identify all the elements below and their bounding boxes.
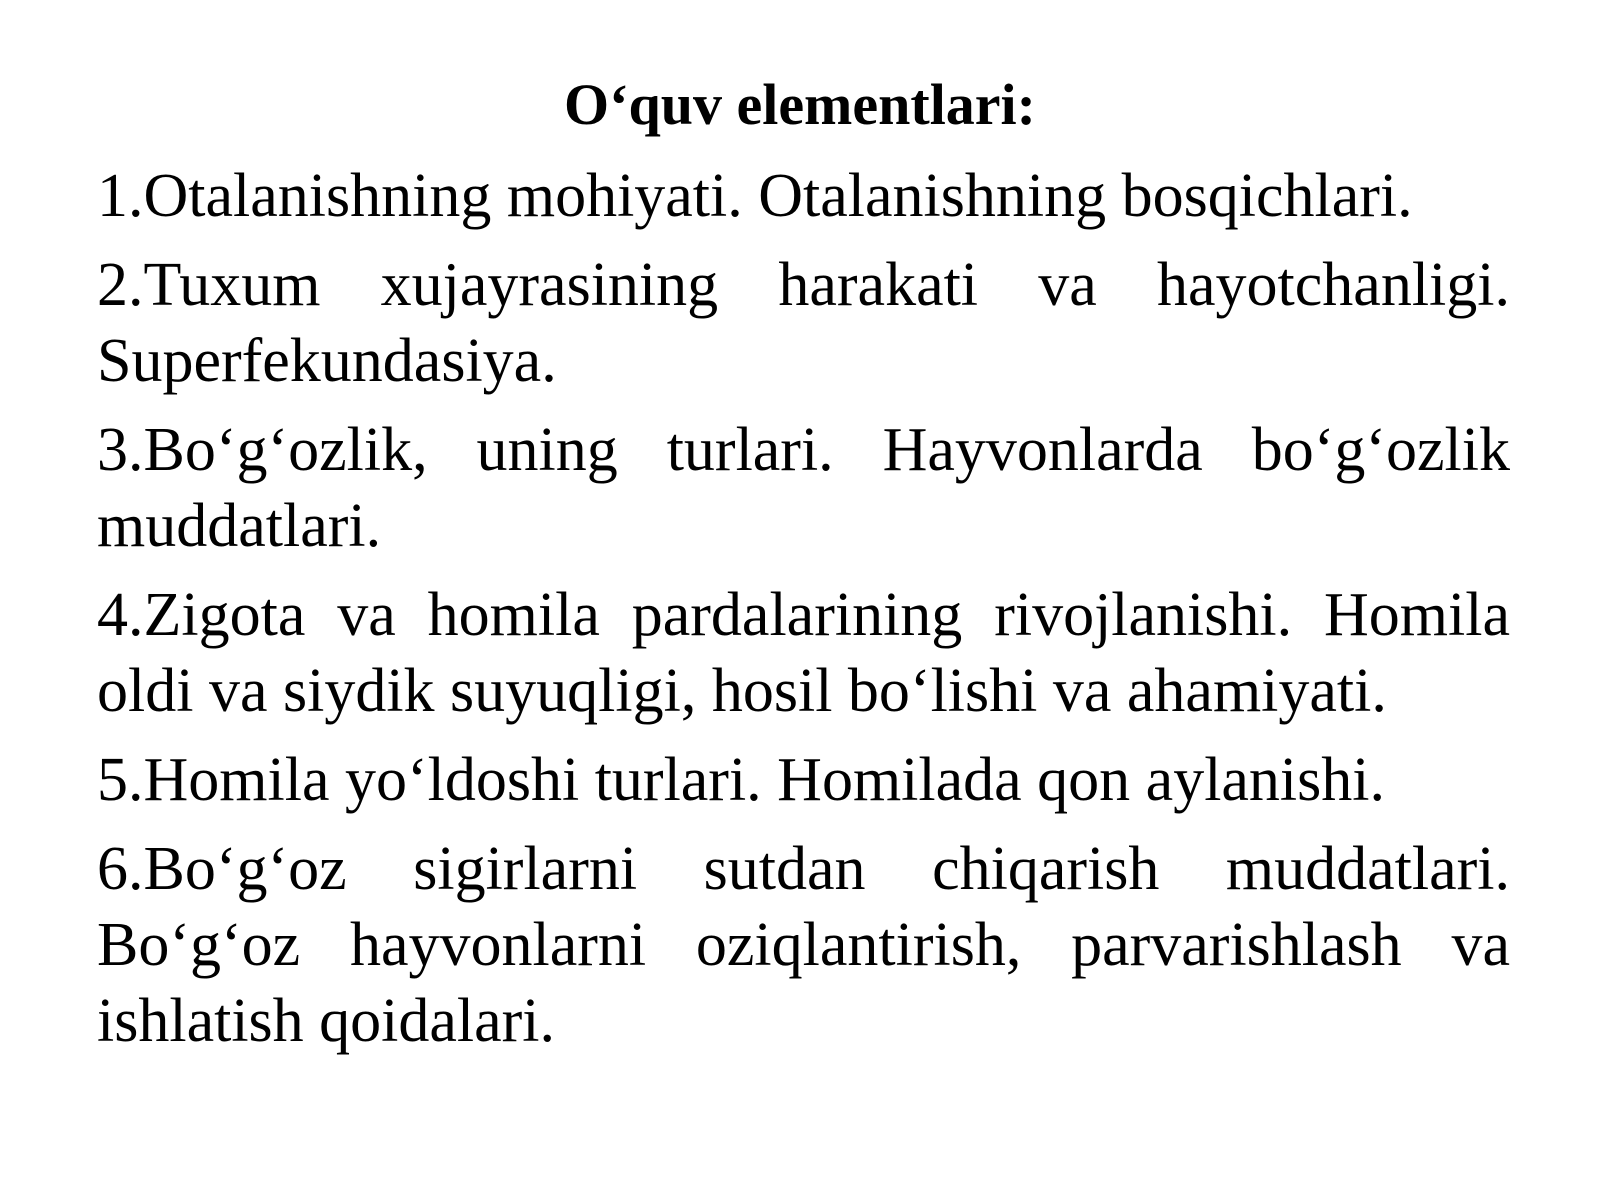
list-item: 1.Otalanishning mohiyati. Otalanishning bosqichlari. [97, 162, 1413, 230]
list-item: 6.Bo‘g‘oz sigirlarni sutdan chiqarish muddatlari. Bo‘g‘oz hayvonlarni oziqlantirish, parvarishlash va ishlatish qoidalari. [97, 835, 1510, 1055]
list-item: 4.Zigota va homila pardalarining rivojlanishi. Homila oldi va siydik suyuqligi, hosil bo‘lishi va ahamiyati. [97, 581, 1510, 725]
slide-title: O‘quv elementlari: [564, 72, 1036, 137]
list-item: 5.Homila yo‘ldoshi turlari. Homilada qon aylanishi. [97, 746, 1386, 814]
list-item: 3.Bo‘g‘ozlik, uning turlari. Hayvonlarda bo‘g‘ozlik muddatlari. [97, 416, 1510, 560]
list-item: 2.Tuxum xujayrasining harakati va hayotchanligi. Superfekundasiya. [97, 251, 1510, 395]
content-list [97, 158, 1510, 1072]
